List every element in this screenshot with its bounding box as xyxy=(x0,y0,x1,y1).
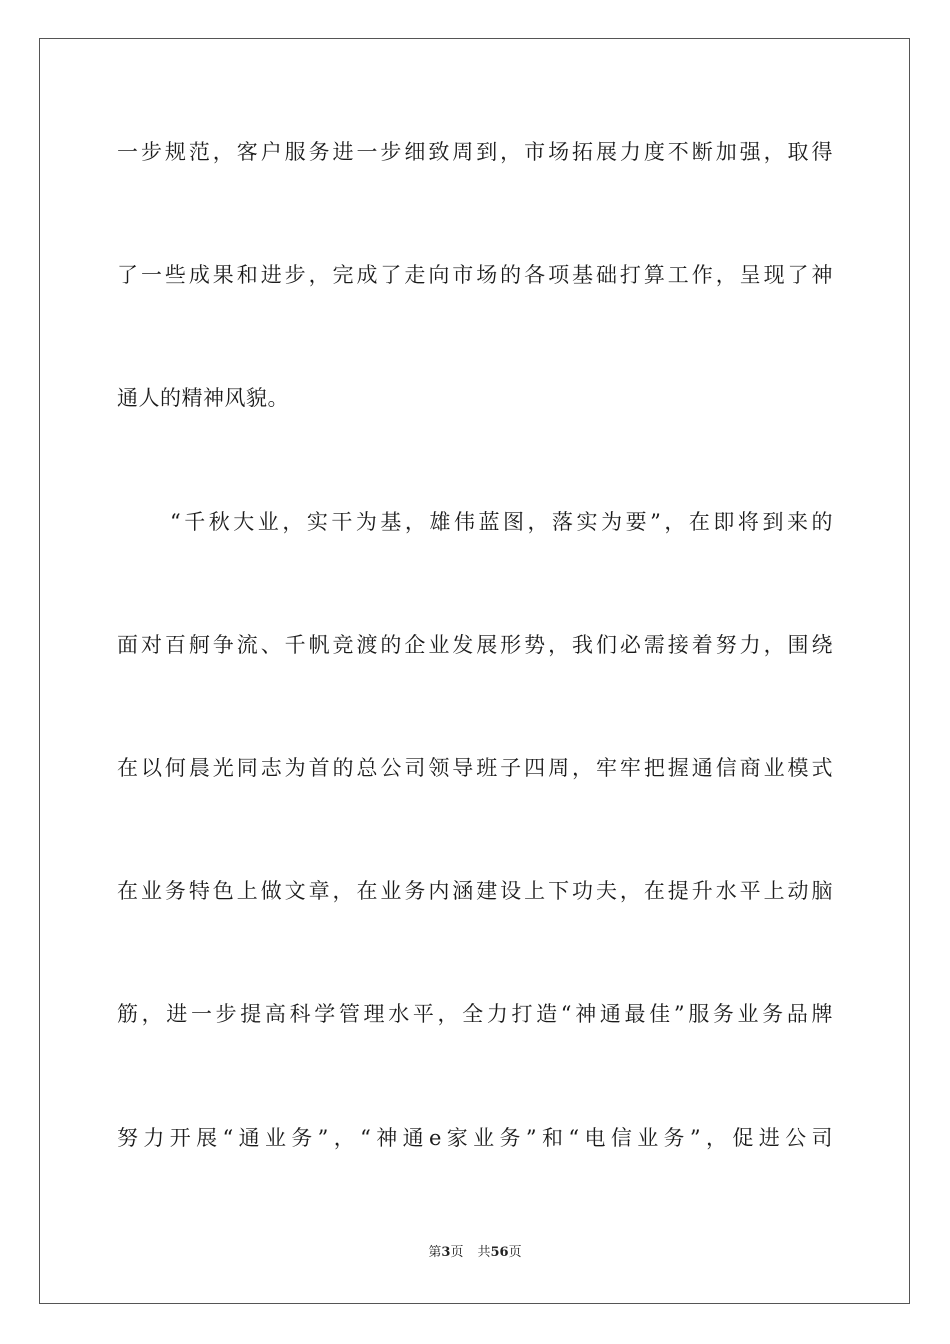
page-frame xyxy=(39,38,910,1304)
footer-page-number: 3 xyxy=(441,1245,451,1260)
footer-total-suffix: 页 xyxy=(508,1245,522,1260)
text-line-4: “千秋大业，实干为基，雄伟蓝图，落实为要”，在即将到来的 xyxy=(170,510,833,534)
text-line-3: 通人的精神风貌。 xyxy=(117,386,289,410)
text-line-8: 筋，进一步提高科学管理水平，全力打造“神通最佳”服务业务品牌 xyxy=(117,1002,833,1026)
text-line-2: 了一些成果和进步，完成了走向市场的各项基础打算工作，呈现了神 xyxy=(117,263,833,287)
text-line-1: 一步规范，客户服务进一步细致周到，市场拓展力度不断加强，取得 xyxy=(117,140,833,164)
footer-total-pages: 56 xyxy=(490,1245,509,1260)
footer-total-prefix: 共 xyxy=(477,1245,491,1260)
text-line-6: 在以何晨光同志为首的总公司领导班子四周，牢牢把握通信商业模式 xyxy=(117,756,833,780)
text-line-9: 努力开展“通业务”，“神通e家业务”和“电信业务”，促进公司 xyxy=(117,1126,833,1150)
text-line-5: 面对百舸争流、千帆竞渡的企业发展形势，我们必需接着努力，围绕 xyxy=(117,633,833,657)
footer-page-suffix: 页 xyxy=(450,1245,464,1260)
text-line-7: 在业务特色上做文章，在业务内涵建设上下功夫，在提升水平上动脑 xyxy=(117,879,833,903)
page-footer xyxy=(0,1244,950,1262)
footer-page-prefix: 第 xyxy=(428,1245,442,1260)
